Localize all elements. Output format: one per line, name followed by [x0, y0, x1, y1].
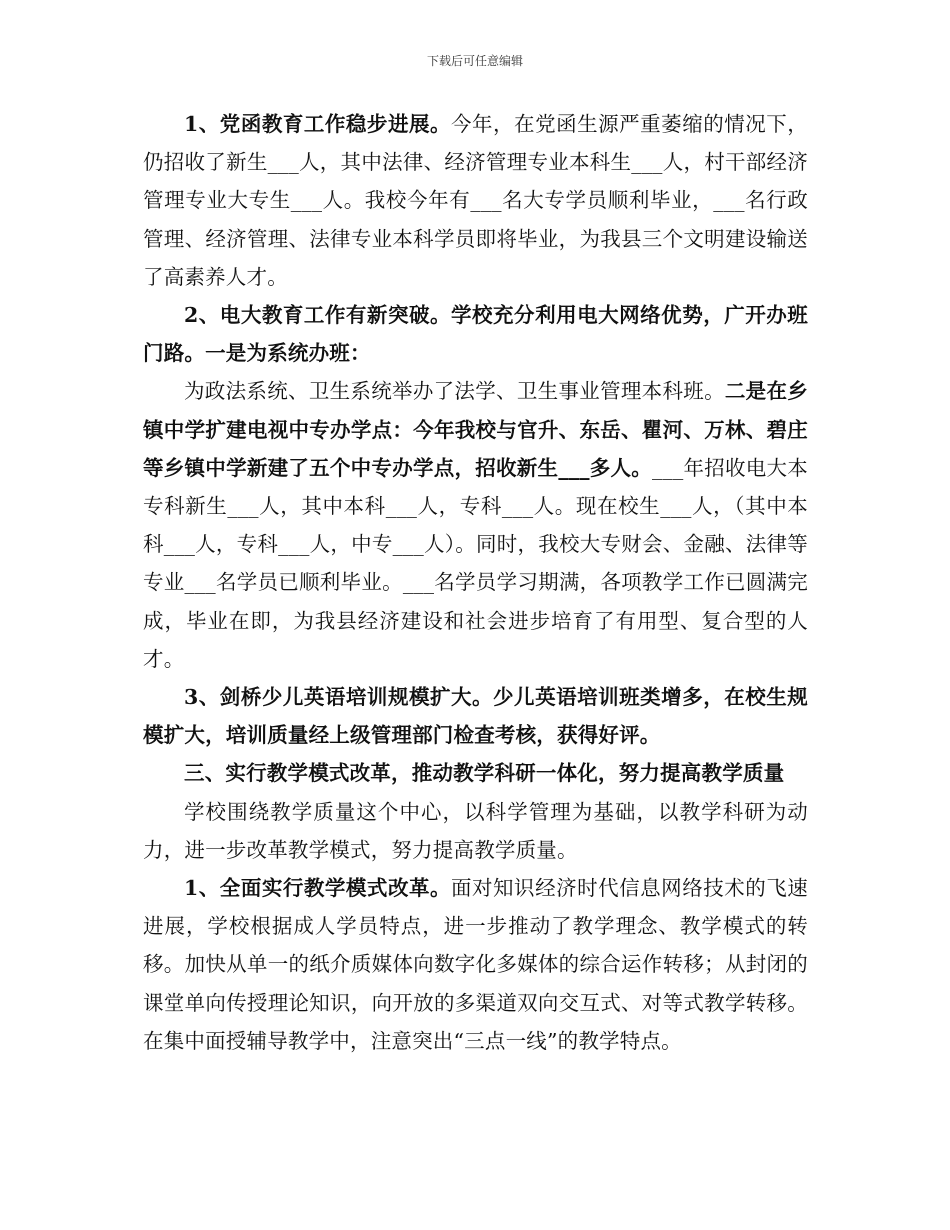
paragraph-emphasis: 二是在乡镇中学扩建电视中专办学点：今年我校与官升、东岳、瞿河、万林、碧庄等乡镇中学新建了五个中专办学点，招收新生___多人。	[143, 379, 808, 480]
page-header: 下载后可任意编辑	[426, 54, 523, 68]
paragraph-text: 为政法系统、卫生系统举办了法学、卫生事业管理本科班。	[184, 379, 725, 404]
paragraph-text: 学校围绕教学质量这个中心，以科学管理为基础，以教学科研为动力，进一步改革教学模式，努力提高教学质量。	[143, 799, 808, 862]
paragraph-dangan-education	[143, 105, 808, 296]
paragraph-heading: 3、剑桥少儿英语培训规模扩大。少儿英语培训班类增多，在校生规模扩大，培训质量经上级管理部门检查考核，获得好评。	[143, 685, 808, 748]
document-body	[143, 105, 808, 1060]
paragraph-heading: 1、全面实行教学模式改革。	[184, 876, 451, 901]
paragraph-text: 今年，在党函生源严重萎缩的情况下，仍招收了新生___人，其中法律、经济管理专业本科生___人，村干部经济管理专业大专生___人。我校今年有___名大专学员顺利毕业，___名行政管理、经济管理、法律专业本科学员即将毕业，为我县三个文明建设输送了高素养人才。	[143, 112, 808, 289]
section-heading-three	[143, 754, 808, 792]
paragraph-text-continued: ___年招收电大本专科新生___人，其中本科___人，专科___人。现在校生___人，（其中本科___人，专科___人，中专___人）。同时，我校大专财会、金融、法律等专业___名学员已顺利毕业。___名学员学习期满，各项教学工作已圆满完成，毕业在即，为我县经济建设和社会进步培育了有用型、复合型的人才。	[143, 455, 808, 671]
paragraph-heading: 1、党函教育工作稳步进展。	[184, 112, 451, 136]
paragraph-section-intro	[143, 793, 808, 869]
paragraph-heading: 2、电大教育工作有新突破。学校充分利用电大网络优势，广开办班门路。一是为系统办班：	[143, 303, 808, 366]
paragraph-system-classes	[143, 372, 808, 678]
section-title: 三、实行教学模式改革，推动教学科研一体化，努力提高教学质量	[184, 761, 785, 786]
paragraph-text: 面对知识经济时代信息网络技术的飞速进展，学校根据成人学员特点，进一步推动了教学理念、教学模式的转移。加快从单一的纸介质媒体向数字化多媒体的综合运作转移；从封闭的课堂单向传授理论知识，向开放的多渠道双向交互式、对等式教学转移。在集中面授辅导教学中，注意突出“三点一线”的教学特点。	[143, 876, 808, 1053]
paragraph-teaching-reform	[143, 869, 808, 1060]
paragraph-tvu-education	[143, 296, 808, 372]
paragraph-cambridge-english	[143, 678, 808, 754]
